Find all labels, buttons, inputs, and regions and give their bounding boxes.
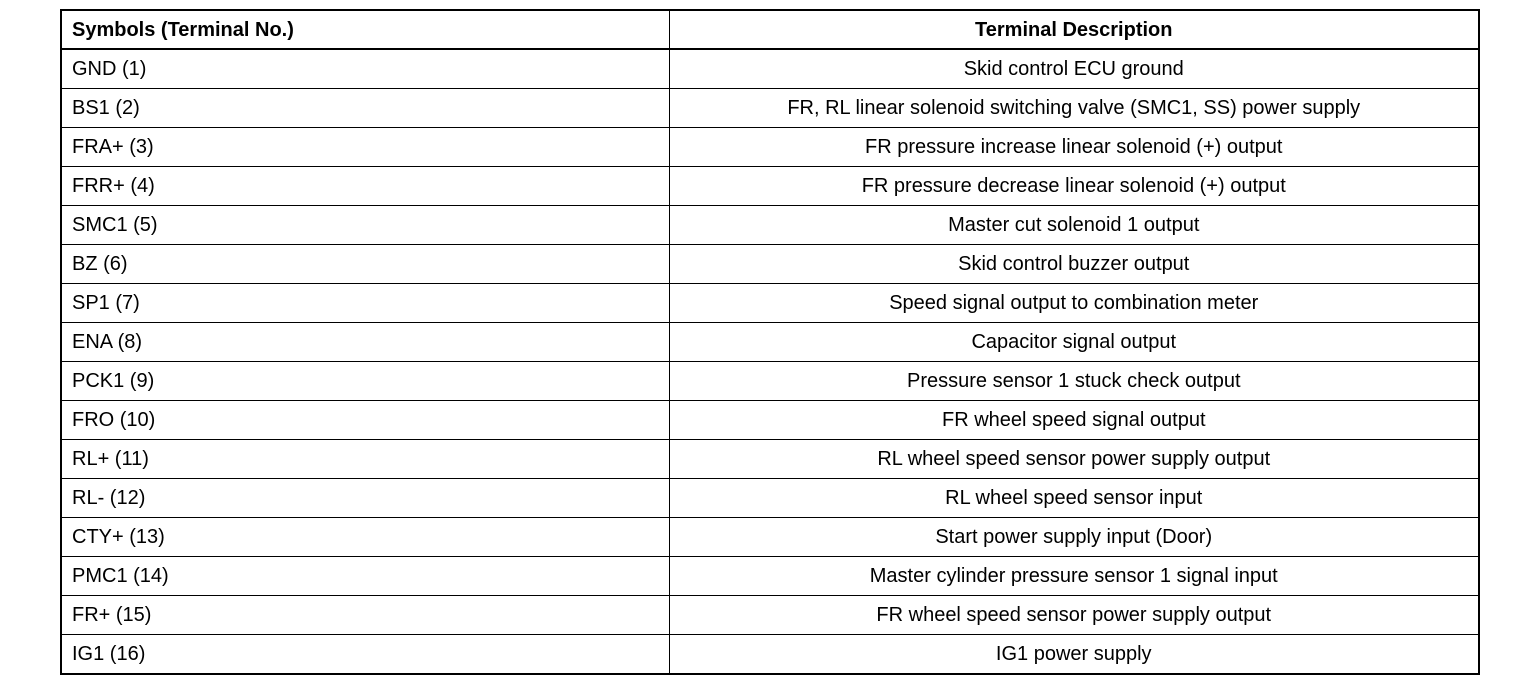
- terminal-symbol-cell: CTY+ (13): [61, 518, 669, 557]
- table-header: [61, 10, 1479, 49]
- terminal-symbol-cell: SMC1 (5): [61, 206, 669, 245]
- terminal-description-cell: FR wheel speed sensor power supply output: [669, 596, 1479, 635]
- table-row: [61, 49, 1479, 89]
- table-row: [61, 440, 1479, 479]
- terminal-symbol-cell: FRO (10): [61, 401, 669, 440]
- terminal-description-cell: Master cut solenoid 1 output: [669, 206, 1479, 245]
- table-row: [61, 362, 1479, 401]
- table-row: [61, 635, 1479, 675]
- terminal-symbol-cell: FRA+ (3): [61, 128, 669, 167]
- terminal-description-cell: FR pressure increase linear solenoid (+) output: [669, 128, 1479, 167]
- terminal-description-cell: RL wheel speed sensor input: [669, 479, 1479, 518]
- terminal-description-cell: Start power supply input (Door): [669, 518, 1479, 557]
- terminal-description-cell: Speed signal output to combination meter: [669, 284, 1479, 323]
- table-row: [61, 245, 1479, 284]
- table-row: [61, 518, 1479, 557]
- terminal-symbol-cell: FR+ (15): [61, 596, 669, 635]
- terminal-symbol-cell: PCK1 (9): [61, 362, 669, 401]
- terminal-description-cell: Master cylinder pressure sensor 1 signal input: [669, 557, 1479, 596]
- terminal-symbol-cell: RL- (12): [61, 479, 669, 518]
- terminal-symbol-cell: SP1 (7): [61, 284, 669, 323]
- terminal-description-cell: FR, RL linear solenoid switching valve (SMC1, SS) power supply: [669, 89, 1479, 128]
- terminal-symbol-cell: PMC1 (14): [61, 557, 669, 596]
- terminal-description-cell: RL wheel speed sensor power supply output: [669, 440, 1479, 479]
- terminal-description-cell: Skid control ECU ground: [669, 49, 1479, 89]
- terminal-table: [60, 9, 1480, 675]
- table-row: [61, 401, 1479, 440]
- table-body: [61, 49, 1479, 674]
- terminal-description-cell: Pressure sensor 1 stuck check output: [669, 362, 1479, 401]
- table-row: [61, 89, 1479, 128]
- table-row: [61, 206, 1479, 245]
- terminal-symbol-cell: GND (1): [61, 49, 669, 89]
- table-row: [61, 167, 1479, 206]
- header-row: [61, 10, 1479, 49]
- terminal-description-cell: IG1 power supply: [669, 635, 1479, 675]
- description-column-header: Terminal Description: [669, 10, 1479, 49]
- terminal-description-cell: FR wheel speed signal output: [669, 401, 1479, 440]
- terminal-description-cell: Capacitor signal output: [669, 323, 1479, 362]
- terminal-symbol-cell: BS1 (2): [61, 89, 669, 128]
- terminal-symbol-cell: IG1 (16): [61, 635, 669, 675]
- table-row: [61, 284, 1479, 323]
- table-row: [61, 128, 1479, 167]
- terminal-symbol-cell: BZ (6): [61, 245, 669, 284]
- terminal-description-cell: Skid control buzzer output: [669, 245, 1479, 284]
- table-row: [61, 479, 1479, 518]
- symbols-column-header: Symbols (Terminal No.): [61, 10, 669, 49]
- table-row: [61, 323, 1479, 362]
- terminal-symbol-cell: FRR+ (4): [61, 167, 669, 206]
- terminal-symbol-cell: ENA (8): [61, 323, 669, 362]
- table-row: [61, 596, 1479, 635]
- terminal-symbol-cell: RL+ (11): [61, 440, 669, 479]
- terminal-description-cell: FR pressure decrease linear solenoid (+) output: [669, 167, 1479, 206]
- table-row: [61, 557, 1479, 596]
